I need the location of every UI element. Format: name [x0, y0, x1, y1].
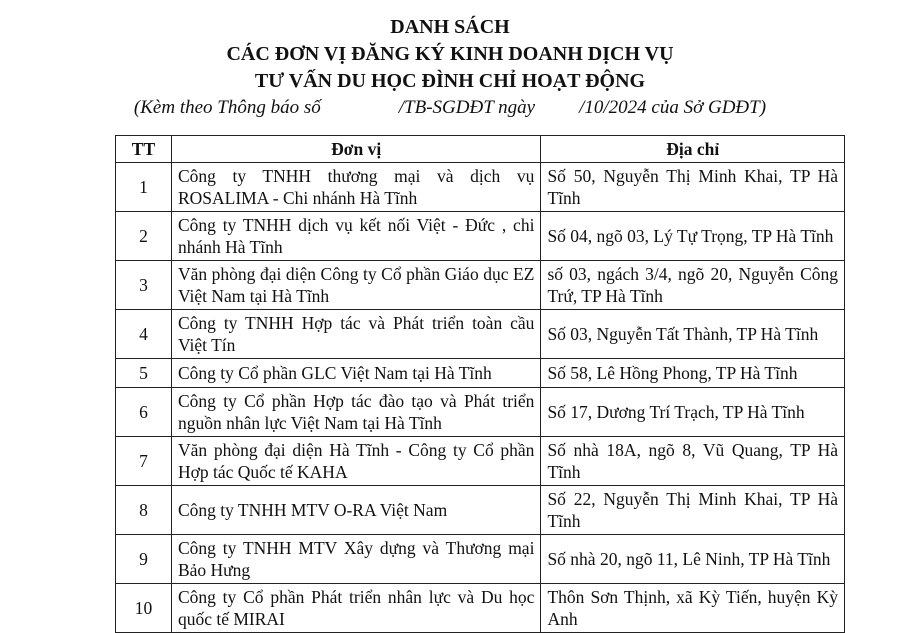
column-header-don-vi: Đơn vị — [171, 136, 540, 163]
unit-address: Thôn Sơn Thịnh, xã Kỳ Tiến, huyện Kỳ Anh — [541, 584, 845, 633]
row-number: 9 — [116, 535, 172, 584]
row-number: 5 — [116, 359, 172, 388]
unit-name: Văn phòng đại diện Hà Tĩnh - Công ty Cổ phần Hợp tác Quốc tế KAHA — [171, 437, 540, 486]
row-number: 1 — [116, 163, 172, 212]
subtitle-part-c: /10/2024 của Sở GDĐT) — [579, 97, 767, 118]
row-number: 3 — [116, 261, 172, 310]
unit-address: Số 04, ngõ 03, Lý Tự Trọng, TP Hà Tĩnh — [541, 212, 845, 261]
table-row — [116, 486, 845, 535]
document-subtitle — [0, 95, 900, 121]
table-row — [116, 212, 845, 261]
column-header-tt: TT — [116, 136, 172, 163]
unit-address: Số 58, Lê Hồng Phong, TP Hà Tĩnh — [541, 359, 845, 388]
unit-address: Số nhà 18A, ngõ 8, Vũ Quang, TP Hà Tĩnh — [541, 437, 845, 486]
subtitle-part-a: (Kèm theo Thông báo số — [133, 97, 321, 118]
table-row — [116, 388, 845, 437]
unit-name: Công ty TNHH thương mại và dịch vụ ROSALIMA - Chi nhánh Hà Tĩnh — [171, 163, 540, 212]
unit-name: Công ty Cổ phần GLC Việt Nam tại Hà Tĩnh — [171, 359, 540, 388]
table-row — [116, 261, 845, 310]
table-row — [116, 359, 845, 388]
row-number: 4 — [116, 310, 172, 359]
unit-name: Văn phòng đại diện Công ty Cổ phần Giáo dục EZ Việt Nam tại Hà Tĩnh — [171, 261, 540, 310]
unit-address: Số 03, Nguyễn Tất Thành, TP Hà Tĩnh — [541, 310, 845, 359]
unit-name: Công ty TNHH MTV Xây dựng và Thương mại Bảo Hưng — [171, 535, 540, 584]
unit-name: Công ty TNHH Hợp tác và Phát triển toàn cầu Việt Tín — [171, 310, 540, 359]
table-header-row — [116, 136, 845, 163]
document-title: DANH SÁCH — [390, 16, 510, 38]
document-header — [0, 14, 900, 121]
table-row — [116, 584, 845, 633]
document-title-line3: TƯ VẤN DU HỌC ĐÌNH CHỈ HOẠT ĐỘNG — [254, 70, 646, 92]
table-row — [116, 310, 845, 359]
row-number: 7 — [116, 437, 172, 486]
unit-address: số 03, ngách 3/4, ngõ 20, Nguyễn Công Trứ, TP Hà Tĩnh — [541, 261, 845, 310]
unit-name: Công ty Cổ phần Hợp tác đào tạo và Phát triển nguồn nhân lực Việt Nam tại Hà Tĩnh — [171, 388, 540, 437]
unit-name: Công ty TNHH dịch vụ kết nối Việt - Đức , chi nhánh Hà Tĩnh — [171, 212, 540, 261]
document-title-line2: CÁC ĐƠN VỊ ĐĂNG KÝ KINH DOANH DỊCH VỤ — [226, 43, 674, 65]
table-row — [116, 535, 845, 584]
units-table — [115, 135, 845, 633]
row-number: 8 — [116, 486, 172, 535]
unit-name: Công ty Cổ phần Phát triển nhân lực và Du học quốc tế MIRAI — [171, 584, 540, 633]
row-number: 2 — [116, 212, 172, 261]
table-row — [116, 163, 845, 212]
row-number: 6 — [116, 388, 172, 437]
unit-address: Số 17, Dương Trí Trạch, TP Hà Tĩnh — [541, 388, 845, 437]
row-number: 10 — [116, 584, 172, 633]
unit-address: Số 50, Nguyễn Thị Minh Khai, TP Hà Tĩnh — [541, 163, 845, 212]
table-row — [116, 437, 845, 486]
subtitle-part-b: /TB-SGDĐT ngày — [398, 97, 536, 118]
unit-address: Số 22, Nguyễn Thị Minh Khai, TP Hà Tĩnh — [541, 486, 845, 535]
unit-name: Công ty TNHH MTV O-RA Việt Nam — [171, 486, 540, 535]
column-header-dia-chi: Địa chỉ — [541, 136, 845, 163]
unit-address: Số nhà 20, ngõ 11, Lê Ninh, TP Hà Tĩnh — [541, 535, 845, 584]
